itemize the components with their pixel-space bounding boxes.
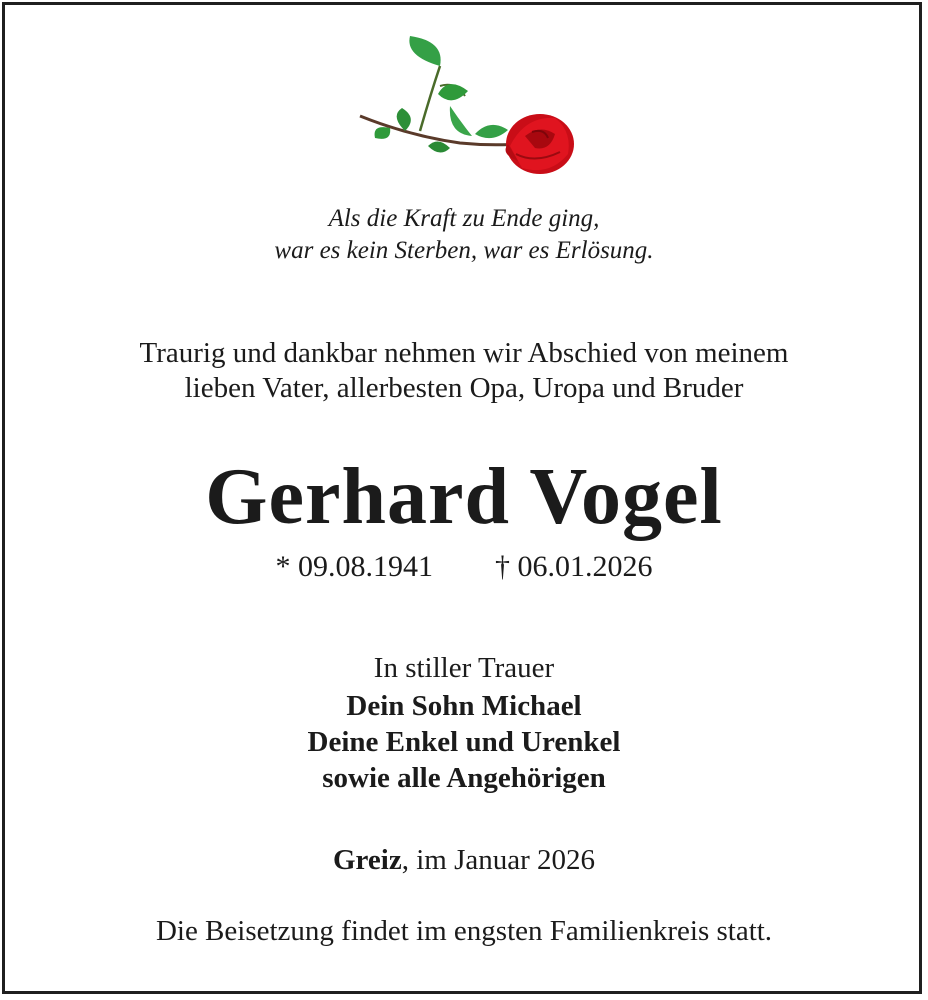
mourning-label: In stiller Trauer bbox=[373, 652, 555, 684]
deceased-name: Gerhard Vogel bbox=[205, 453, 723, 541]
life-dates bbox=[0, 549, 928, 585]
burial-note: Die Beisetzung findet im engsten Familienkreis statt. bbox=[155, 915, 773, 947]
intro-line-2: lieben Vater, allerbesten Opa, Uropa und Bruder bbox=[184, 372, 744, 404]
quote-line-2: war es kein Sterben, war es Erlösung. bbox=[274, 237, 654, 264]
farewell-intro bbox=[0, 336, 928, 406]
memorial-quote bbox=[0, 203, 928, 267]
intro-line-1: Traurig und dankbar nehmen wir Abschied von meinem bbox=[139, 337, 789, 369]
mourners-list bbox=[0, 688, 928, 796]
birth-date: * 09.08.1941 bbox=[275, 550, 433, 583]
place-city: Greiz bbox=[332, 844, 402, 876]
death-date: † 06.01.2026 bbox=[495, 550, 653, 583]
mourner-entry: Deine Enkel und Urenkel bbox=[307, 726, 621, 758]
mourner-entry: Dein Sohn Michael bbox=[346, 690, 582, 722]
red-rose-icon bbox=[350, 36, 580, 181]
place-and-date bbox=[0, 842, 928, 878]
quote-line-1: Als die Kraft zu Ende ging, bbox=[328, 205, 600, 232]
place-date: , im Januar 2026 bbox=[401, 844, 596, 876]
mourner-entry: sowie alle Angehörigen bbox=[322, 762, 606, 794]
